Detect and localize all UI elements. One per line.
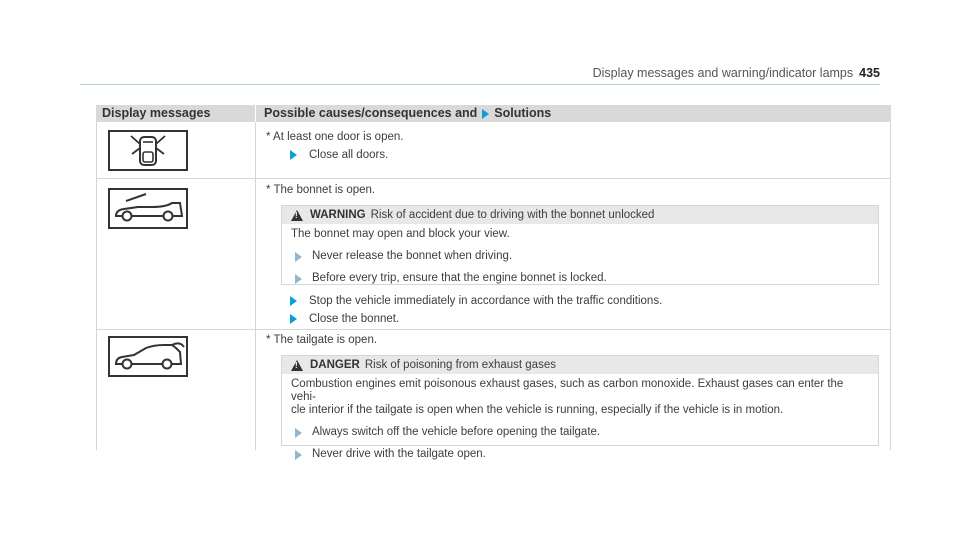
door-open-icon bbox=[108, 130, 188, 171]
header-rule bbox=[80, 84, 880, 85]
running-header bbox=[593, 66, 880, 80]
notice-step-text: Before every trip, ensure that the engine bonnet is locked. bbox=[312, 272, 607, 284]
notice-step bbox=[291, 448, 869, 461]
notice-text: The bonnet may open and block your view. bbox=[291, 228, 510, 240]
cause-solution-cell bbox=[256, 122, 891, 178]
solution-text: Close all doors. bbox=[309, 149, 389, 161]
solution-arrow-icon bbox=[295, 252, 302, 262]
notice-step-text: Never release the bonnet when driving. bbox=[312, 250, 513, 262]
notice-body bbox=[282, 374, 878, 467]
solution-text: Close the bonnet. bbox=[309, 313, 400, 325]
cause-solution-cell bbox=[256, 179, 891, 329]
warning-triangle-icon bbox=[291, 210, 303, 221]
notice-step bbox=[291, 272, 869, 285]
display-message-cell bbox=[96, 122, 256, 178]
solution-arrow-icon bbox=[295, 428, 302, 438]
display-messages-table bbox=[96, 105, 891, 460]
cause-text: * The tailgate is open. bbox=[266, 334, 378, 346]
cause-text: * The bonnet is open. bbox=[266, 184, 376, 196]
solution-text: Stop the vehicle immediately in accordance with the traffic conditions. bbox=[309, 295, 663, 307]
solution-step bbox=[290, 313, 399, 325]
col-header-causes-solutions bbox=[256, 105, 891, 122]
display-message-cell bbox=[96, 179, 256, 329]
notice-title: Risk of accident due to driving with the bonnet unlocked bbox=[370, 209, 655, 221]
display-message-cell bbox=[96, 330, 256, 450]
solution-arrow-icon bbox=[482, 109, 489, 119]
notice-keyword: DANGER bbox=[310, 359, 360, 371]
notice-step-text: Never drive with the tailgate open. bbox=[312, 448, 486, 460]
bonnet-open-icon bbox=[108, 188, 188, 229]
solution-arrow-icon bbox=[295, 274, 302, 284]
col-header-solutions: Solutions bbox=[494, 106, 552, 120]
cause-text: * At least one door is open. bbox=[266, 131, 404, 143]
solution-arrow-icon bbox=[290, 150, 297, 160]
notice-header bbox=[282, 206, 878, 224]
danger-notice bbox=[281, 355, 879, 460]
col-header-causes: Possible causes/consequences and bbox=[264, 106, 478, 120]
notice-step bbox=[291, 426, 869, 439]
page-number: 435 bbox=[859, 66, 880, 80]
warning-triangle-icon bbox=[291, 360, 303, 371]
solution-step bbox=[290, 149, 388, 161]
tailgate-open-icon bbox=[108, 336, 188, 377]
notice-header bbox=[282, 356, 878, 374]
solution-arrow-icon bbox=[290, 296, 297, 306]
notice-text: cle interior if the tailgate is open when the vehicle is running, especially if the vehicle is in motion. bbox=[291, 404, 784, 416]
notice-step bbox=[291, 250, 869, 263]
notice-body bbox=[282, 224, 878, 291]
solution-arrow-icon bbox=[290, 314, 297, 324]
cause-solution-cell bbox=[256, 330, 891, 460]
notice-text: Combustion engines emit poisonous exhaust gases, such as carbon monoxide. Exhaust gases can enter the vehi- bbox=[291, 378, 844, 403]
table-row bbox=[96, 330, 891, 460]
col-header-display-messages: Display messages bbox=[96, 105, 256, 122]
solution-arrow-icon bbox=[295, 450, 302, 460]
warning-notice bbox=[281, 205, 879, 285]
notice-step-text: Always switch off the vehicle before opening the tailgate. bbox=[312, 426, 601, 438]
table-header bbox=[96, 105, 891, 122]
notice-keyword: WARNING bbox=[310, 209, 366, 221]
table-row bbox=[96, 179, 891, 330]
table-row bbox=[96, 122, 891, 179]
solution-step bbox=[290, 295, 662, 307]
section-title: Display messages and warning/indicator lamps bbox=[592, 66, 854, 80]
notice-title: Risk of poisoning from exhaust gases bbox=[364, 359, 556, 371]
